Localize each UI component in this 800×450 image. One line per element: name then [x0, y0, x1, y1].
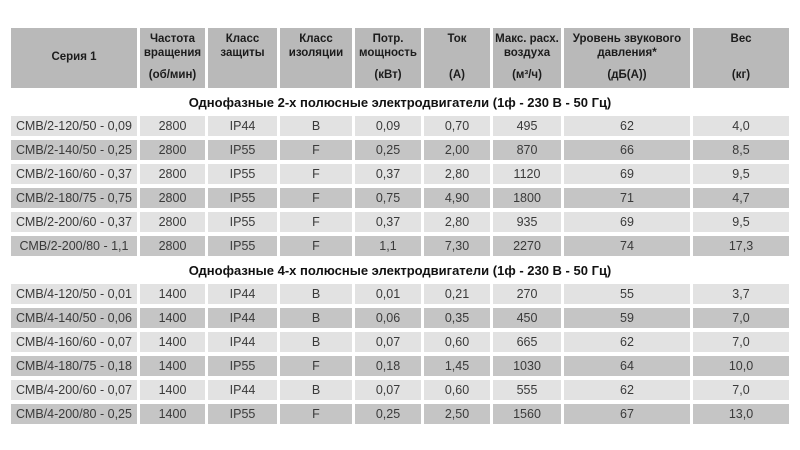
value-cell: 0,18 [355, 356, 421, 376]
value-cell: 0,07 [355, 380, 421, 400]
value-cell: 66 [564, 140, 690, 160]
value-cell: 2270 [493, 236, 561, 256]
value-cell: IP44 [208, 380, 277, 400]
value-cell: 0,37 [355, 164, 421, 184]
model-cell: СМВ/4-160/60 - 0,07 [11, 332, 137, 352]
section-title-row [11, 92, 789, 112]
table-row [11, 140, 789, 160]
value-cell: 0,60 [424, 380, 490, 400]
table-row [11, 380, 789, 400]
value-cell: 3,7 [693, 284, 789, 304]
value-cell: 270 [493, 284, 561, 304]
value-cell: IP55 [208, 188, 277, 208]
value-cell: IP44 [208, 332, 277, 352]
table-row [11, 164, 789, 184]
value-cell: 4,90 [424, 188, 490, 208]
column-unit: (кВт) [374, 69, 402, 82]
value-cell: 62 [564, 380, 690, 400]
value-cell: B [280, 332, 352, 352]
value-cell: F [280, 356, 352, 376]
value-cell: 1030 [493, 356, 561, 376]
model-cell: СМВ/4-120/50 - 0,01 [11, 284, 137, 304]
value-cell: 0,07 [355, 332, 421, 352]
value-cell: 64 [564, 356, 690, 376]
value-cell: F [280, 140, 352, 160]
section-title-row [11, 260, 789, 280]
value-cell: 1,45 [424, 356, 490, 376]
table-header [11, 28, 789, 88]
value-cell: IP55 [208, 164, 277, 184]
value-cell: 935 [493, 212, 561, 232]
value-cell: 1400 [140, 308, 205, 328]
value-cell: 62 [564, 332, 690, 352]
column-header [355, 28, 421, 88]
value-cell: B [280, 284, 352, 304]
model-cell: СМВ/2-140/50 - 0,25 [11, 140, 137, 160]
column-header [564, 28, 690, 88]
model-cell: СМВ/4-180/75 - 0,18 [11, 356, 137, 376]
model-cell: СМВ/2-160/60 - 0,37 [11, 164, 137, 184]
value-cell: 7,30 [424, 236, 490, 256]
column-title: Частота вращения [143, 33, 202, 59]
table-row [11, 212, 789, 232]
value-cell: 870 [493, 140, 561, 160]
value-cell: 2800 [140, 188, 205, 208]
column-unit: (А) [449, 69, 465, 82]
column-unit: (об/мин) [148, 69, 197, 82]
value-cell: 4,0 [693, 116, 789, 136]
column-header [493, 28, 561, 88]
model-cell: СМВ/2-180/75 - 0,75 [11, 188, 137, 208]
value-cell: 555 [493, 380, 561, 400]
table-row [11, 236, 789, 256]
value-cell: 0,37 [355, 212, 421, 232]
value-cell: 0,75 [355, 188, 421, 208]
column-title: Потр. мощность [359, 33, 417, 59]
column-header [693, 28, 789, 88]
value-cell: F [280, 212, 352, 232]
value-cell: IP55 [208, 212, 277, 232]
value-cell: 2,80 [424, 164, 490, 184]
value-cell: 1400 [140, 356, 205, 376]
value-cell: 2800 [140, 236, 205, 256]
value-cell: 1560 [493, 404, 561, 424]
column-title: Серия 1 [51, 51, 97, 64]
column-title: Вес [730, 33, 752, 45]
value-cell: 2800 [140, 212, 205, 232]
column-header [424, 28, 490, 88]
section-title: Однофазные 4-х полюсные электродвигатели (1ф - 230 В - 50 Гц) [11, 260, 789, 280]
value-cell: 74 [564, 236, 690, 256]
value-cell: 69 [564, 164, 690, 184]
value-cell: 0,01 [355, 284, 421, 304]
model-cell: СМВ/2-200/60 - 0,37 [11, 212, 137, 232]
value-cell: F [280, 164, 352, 184]
value-cell: 0,09 [355, 116, 421, 136]
table-row [11, 332, 789, 352]
column-header [280, 28, 352, 88]
model-cell: СМВ/2-200/80 - 1,1 [11, 236, 137, 256]
value-cell: B [280, 308, 352, 328]
table-row [11, 356, 789, 376]
column-unit: (м³/ч) [512, 69, 542, 82]
value-cell: 62 [564, 116, 690, 136]
value-cell: 495 [493, 116, 561, 136]
column-header [140, 28, 205, 88]
column-title: Макс. расх. воздуха [495, 33, 559, 59]
column-header [11, 28, 137, 88]
value-cell: 1,1 [355, 236, 421, 256]
value-cell: 1400 [140, 284, 205, 304]
column-title: Ток [447, 33, 467, 45]
value-cell: B [280, 380, 352, 400]
value-cell: 0,06 [355, 308, 421, 328]
section-title: Однофазные 2-х полюсные электродвигатели (1ф - 230 В - 50 Гц) [11, 92, 789, 112]
value-cell: 8,5 [693, 140, 789, 160]
table-row [11, 284, 789, 304]
value-cell: 0,21 [424, 284, 490, 304]
value-cell: F [280, 404, 352, 424]
column-title: Уровень звукового давления* [572, 33, 682, 59]
value-cell: F [280, 236, 352, 256]
table-body [11, 92, 789, 424]
value-cell: IP44 [208, 116, 277, 136]
table-row [11, 116, 789, 136]
value-cell: B [280, 116, 352, 136]
value-cell: 450 [493, 308, 561, 328]
value-cell: 1400 [140, 380, 205, 400]
table-row [11, 188, 789, 208]
table-row [11, 308, 789, 328]
value-cell: 59 [564, 308, 690, 328]
value-cell: F [280, 188, 352, 208]
value-cell: 7,0 [693, 332, 789, 352]
value-cell: 1800 [493, 188, 561, 208]
value-cell: 0,25 [355, 140, 421, 160]
value-cell: 69 [564, 212, 690, 232]
header-row [11, 28, 789, 88]
value-cell: 55 [564, 284, 690, 304]
value-cell: IP55 [208, 140, 277, 160]
value-cell: 1400 [140, 332, 205, 352]
value-cell: 67 [564, 404, 690, 424]
value-cell: IP55 [208, 356, 277, 376]
model-cell: СМВ/4-200/60 - 0,07 [11, 380, 137, 400]
value-cell: 0,25 [355, 404, 421, 424]
column-unit: (дБ(А)) [607, 69, 647, 82]
value-cell: 2800 [140, 140, 205, 160]
value-cell: 7,0 [693, 380, 789, 400]
table-row [11, 404, 789, 424]
value-cell: IP44 [208, 284, 277, 304]
column-unit: (кг) [731, 69, 751, 82]
value-cell: 17,3 [693, 236, 789, 256]
value-cell: 2800 [140, 164, 205, 184]
value-cell: 9,5 [693, 212, 789, 232]
value-cell: 0,70 [424, 116, 490, 136]
value-cell: 71 [564, 188, 690, 208]
value-cell: 9,5 [693, 164, 789, 184]
value-cell: 2,50 [424, 404, 490, 424]
column-title: Класс защиты [220, 33, 265, 59]
value-cell: 2,00 [424, 140, 490, 160]
model-cell: СМВ/4-200/80 - 0,25 [11, 404, 137, 424]
value-cell: 1120 [493, 164, 561, 184]
value-cell: 665 [493, 332, 561, 352]
value-cell: IP44 [208, 308, 277, 328]
value-cell: 2,80 [424, 212, 490, 232]
value-cell: 10,0 [693, 356, 789, 376]
value-cell: IP55 [208, 404, 277, 424]
column-title: Класс изоляции [288, 33, 344, 59]
value-cell: IP55 [208, 236, 277, 256]
motor-spec-table [8, 24, 792, 428]
column-header [208, 28, 277, 88]
value-cell: 2800 [140, 116, 205, 136]
value-cell: 7,0 [693, 308, 789, 328]
value-cell: 0,60 [424, 332, 490, 352]
model-cell: СМВ/2-120/50 - 0,09 [11, 116, 137, 136]
model-cell: СМВ/4-140/50 - 0,06 [11, 308, 137, 328]
value-cell: 1400 [140, 404, 205, 424]
value-cell: 0,35 [424, 308, 490, 328]
value-cell: 4,7 [693, 188, 789, 208]
value-cell: 13,0 [693, 404, 789, 424]
